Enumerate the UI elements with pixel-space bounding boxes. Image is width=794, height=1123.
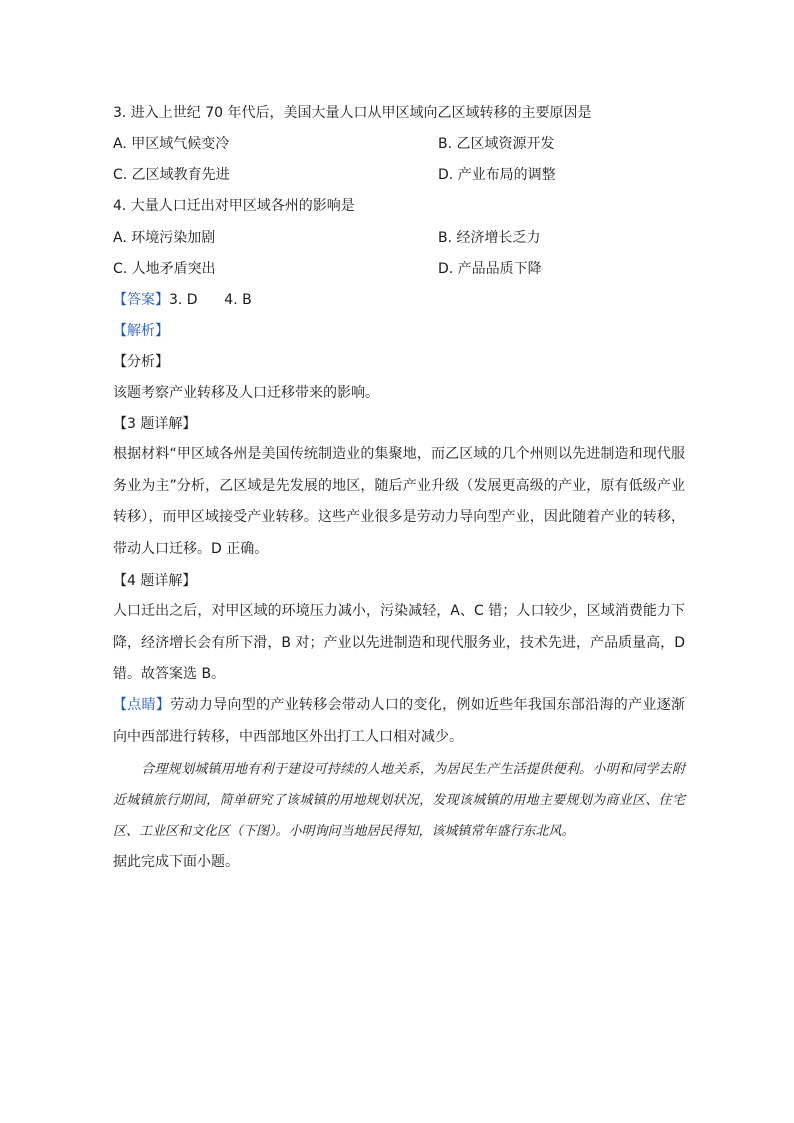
q3-detail-text: 根据材料“甲区域各州是美国传统制造业的集聚地，而乙区域的几个州则以先进制造和现代服务业为主”分析，乙区域是先发展的地区，随后产业升级（发展更高级的产业，原有低级产业转移），而甲区域接受产业转移。这些产业很多是劳动力导向型产业，因此随着产业的转移，带动人口迁移。D 正确。	[113, 446, 685, 557]
q4-stem: 4. 大量人口迁出对甲区域各州的影响是	[113, 198, 355, 214]
dianjing-block	[113, 690, 685, 753]
q4-detail-tag: 【4 题详解】	[113, 573, 197, 589]
q3-option-d: D. 产业布局的调整	[438, 167, 556, 183]
answer-text: 3. D 4. B	[169, 292, 252, 308]
fenxi-text: 该题考察产业转移及人口迁移带来的影响。	[113, 385, 379, 401]
dianjing-text: 劳动力导向型的产业转移会带动人口的变化，例如近些年我国东部沿海的产业逐渐向中西部进行转移，中西部地区外出打工人口相对减少。	[113, 697, 686, 745]
fenxi-tag: 【分析】	[113, 354, 169, 370]
material-block	[113, 754, 685, 878]
q4-option-c: C. 人地矛盾突出	[113, 261, 216, 277]
q4-detail-text: 人口迁出之后，对甲区域的环境压力减小，污染减轻，A、C 错；人口较少，区域消费能力下降，经济增长会有所下滑，B 对；产业以先进制造和现代服务业，技术先进，产品质量高，D 错。故答案选 B。	[113, 603, 685, 682]
q3-option-c: C. 乙区域教育先进	[113, 167, 230, 183]
q3-option-b: B. 乙区域资源开发	[438, 136, 555, 152]
dianjing-tag: 【点睛】	[113, 697, 171, 713]
answer-line	[113, 290, 252, 310]
analysis-tag: 【解析】	[113, 323, 169, 339]
answer-tag: 【答案】	[113, 292, 169, 308]
q3-detail-tag: 【3 题详解】	[113, 416, 197, 432]
q4-option-a: A. 环境污染加剧	[113, 230, 216, 246]
material-text: 合理规划城镇用地有利于建设可持续的人地关系，为居民生产生活提供便利。小明和同学去附近城镇旅行期间，简单研究了该城镇的用地规划状况，发现该城镇的用地主要规划为商业区、住宅区、工业区和文化区（下图）。小明询问当地居民得知，该城镇常年盛行东北风。	[113, 762, 685, 839]
q4-option-d: D. 产品品质下降	[438, 261, 542, 277]
material-tail: 据此完成下面小题。	[113, 854, 239, 870]
q3-stem: 3. 进入上世纪 70 年代后，美国大量人口从甲区域向乙区域转移的主要原因是	[113, 105, 592, 121]
q3-option-a: A. 甲区域气候变冷	[113, 136, 230, 152]
q4-option-b: B. 经济增长乏力	[438, 230, 541, 246]
